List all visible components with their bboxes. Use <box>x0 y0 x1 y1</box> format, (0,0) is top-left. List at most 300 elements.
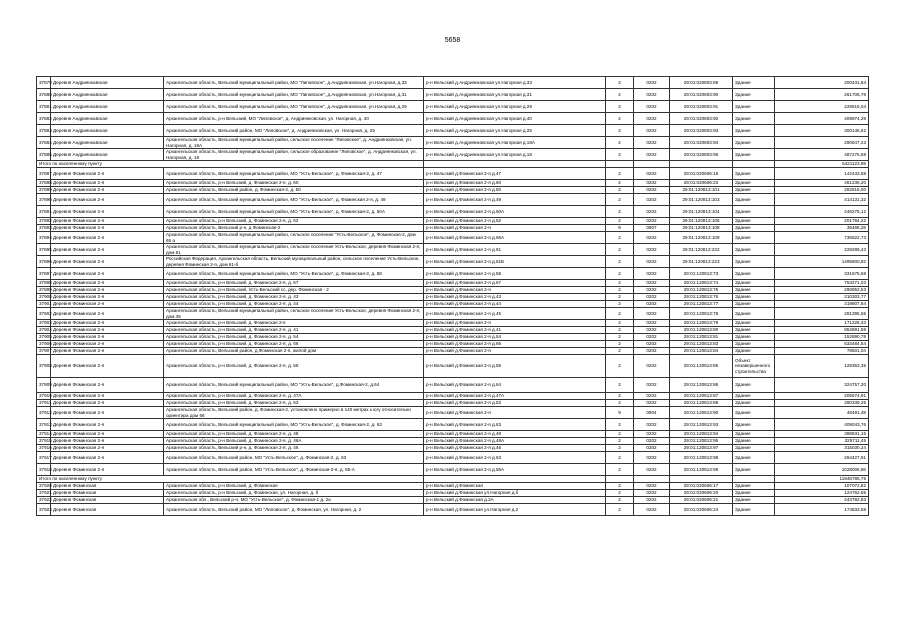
table-row <box>37 225 869 232</box>
full-address: Архангельская область, Вельский муниципальный район, МО "Усть-Вельское", д. Фоминская-2, д. 58 <box>164 268 424 280</box>
code-a: 2 <box>606 355 634 378</box>
short-address: р-н Вельский д.Фоминская ул.Нагорная д.б <box>424 490 606 497</box>
full-address: Архангельская область, Вельский район, МО "Липовское", д. Андриянковская, ул. Нагорная, д. 25 <box>164 125 424 137</box>
settlement-name: Деревня Фоминская 2-я <box>51 355 164 378</box>
object-type: Объект незавершенного строительства <box>733 355 775 378</box>
code-a: 2 <box>606 168 634 180</box>
row-number: 37897 <box>37 268 51 280</box>
row-number: 37906 <box>37 341 51 348</box>
table-row <box>37 327 869 334</box>
code-b: 0202 <box>634 101 670 113</box>
row-number: 37896 <box>37 256 51 268</box>
code-b: 0202 <box>634 218 670 225</box>
row-number: 37895 <box>37 244 51 256</box>
table-row <box>37 244 869 256</box>
code-b: 0202 <box>634 113 670 125</box>
code-b: 0202 <box>634 294 670 301</box>
short-address: р-н Вельский д.Фоминская 2-я д.46 <box>424 445 606 452</box>
object-type: Здание <box>733 101 775 113</box>
code-a: 2 <box>606 504 634 516</box>
row-number: 37920 <box>37 483 51 490</box>
cadastral-number: 29:01:020606:24 <box>670 504 733 516</box>
settlement-name: Деревня Фоминская 2-я <box>51 348 164 355</box>
code-b: 0202 <box>634 483 670 490</box>
table-row <box>37 187 869 194</box>
short-address: р-н Вельский д.Фоминская 2-я д.48 <box>424 431 606 438</box>
settlement-name: Деревня Фоминская <box>51 504 164 516</box>
code-b: 0202 <box>634 244 670 256</box>
row-number: 37898 <box>37 280 51 287</box>
short-address: р-н Вельский д.Андриянковская ул.Нагорная д.29 <box>424 101 606 113</box>
row-number: 37888 <box>37 180 51 187</box>
code-b: 0202 <box>634 355 670 378</box>
code-b: 0202 <box>634 504 670 516</box>
code-a: 2 <box>606 180 634 187</box>
table-row <box>37 180 869 187</box>
settlement-name: Деревня Фоминская 2-я <box>51 445 164 452</box>
cadastral-number: 29:01:120813:87 <box>670 393 733 400</box>
object-type: Здание <box>733 268 775 280</box>
full-address: Архангельская область, р-н Вельский, д. Фоминская 2-я, д. 52 <box>164 218 424 225</box>
short-address: р-н Вельский д.Андриянковская ул.Нагорная д.33 <box>424 77 606 89</box>
cadastral-number: 29:01:120813:98 <box>670 452 733 464</box>
full-address: Архангельская область, Вельский муниципальный район, МО "Липовское", д.Андриянковская, ул.Нагорная, д.33 <box>164 77 424 89</box>
short-address: р-н Вельский д.Фоминская 2-я <box>424 225 606 232</box>
settlement-name: Деревня Фоминская 2-я <box>51 378 164 393</box>
row-number: 37914 <box>37 431 51 438</box>
settlement-name: Деревня Андриянкавская <box>51 77 164 89</box>
full-address: Архангельская область, Вельский муниципальный район, сельское поселение "Липовское", д. Андриянковская, ул. Нагорная, д. 18А <box>164 137 424 149</box>
cadastral-value: 388831,15 <box>775 431 869 438</box>
cadastral-value: 129353,35 <box>775 355 869 378</box>
full-address: Архангельская область, р-н Вельский, Усть-Вельский сс, дер. Фоминская - 2 <box>164 287 424 294</box>
table-row <box>37 419 869 431</box>
cadastral-number: 29:01:120813:99 <box>670 464 733 476</box>
row-number: 37909 <box>37 378 51 393</box>
cadastral-number: 29:01:120813:75 <box>670 287 733 294</box>
row-number: 37879 <box>37 77 51 89</box>
empty-cell <box>670 161 733 168</box>
settlement-name: Деревня Фоминская 2-я <box>51 308 164 320</box>
settlement-name: Деревня Фоминская 2-я <box>51 225 164 232</box>
object-type: Здание <box>733 348 775 355</box>
cadastral-value: 200431,84 <box>775 77 869 89</box>
code-a: 2 <box>606 89 634 101</box>
table-row <box>37 194 869 206</box>
object-type: Здание <box>733 225 775 232</box>
cadastral-number: 29:01:120813:86 <box>670 378 733 393</box>
code-b: 0202 <box>634 341 670 348</box>
full-address: Архангельская область, Вельский район, д.Фоминская 2-я, жилой дом <box>164 348 424 355</box>
row-number: 37916 <box>37 445 51 452</box>
code-a: 2 <box>606 125 634 137</box>
empty-cell <box>670 476 733 483</box>
row-number: 37901 <box>37 301 51 308</box>
code-a: 2 <box>606 194 634 206</box>
table-row <box>37 125 869 137</box>
table-row <box>37 256 869 268</box>
short-address: р-н Вельский д.Фоминская 2-я д.63 <box>424 419 606 431</box>
short-address: р-н Вельский д.Андриянковская ул.Нагорная д.40 <box>424 113 606 125</box>
code-b: 0202 <box>634 137 670 149</box>
cadastral-value: 414131,32 <box>775 194 869 206</box>
short-address: р-н Вельский д.Андриянковская ул.Нагорная д.18А <box>424 137 606 149</box>
cadastral-value: 324757,20 <box>775 378 869 393</box>
cadastral-number: 29:01:120813:81 <box>670 334 733 341</box>
cadastral-number: 29:01:120813:104 <box>670 206 733 218</box>
object-type: Здание <box>733 218 775 225</box>
settlement-name: Деревня Андриянкавская <box>51 89 164 101</box>
short-address: р-н Вельский д.Фоминская 2-я д.65А <box>424 232 606 244</box>
total-label: Итого по населенному пункту <box>37 161 424 168</box>
code-a: 2 <box>606 320 634 327</box>
settlement-name: Деревня Фоминская 2-я <box>51 256 164 268</box>
cadastral-number: 29:01:020606:21 <box>670 497 733 504</box>
code-a: 2 <box>606 218 634 225</box>
cadastral-value: 201784,22 <box>775 218 869 225</box>
table-row <box>37 149 869 161</box>
cadastral-number: 29:01:020803:91 <box>670 101 733 113</box>
object-type: Здание <box>733 232 775 244</box>
short-address: р-н Вельский д.Андриянковская ул.Нагорная д.25 <box>424 125 606 137</box>
short-address: р-н Вельский д.Фоминская 2-я д.47 <box>424 168 606 180</box>
full-address: Архангельская область, р-н Вельский, МО "Липовское", д. Андриянковская, ул. Нагорная, д. 40 <box>164 113 424 125</box>
code-b: 0202 <box>634 168 670 180</box>
object-type: Здание <box>733 490 775 497</box>
settlement-name: Деревня Фоминская 2-я <box>51 438 164 445</box>
code-b: 0202 <box>634 194 670 206</box>
code-b: 0202 <box>634 348 670 355</box>
cadastral-value: 409974,26 <box>775 113 869 125</box>
settlement-name: Деревня Фоминская 2-я <box>51 218 164 225</box>
code-b: 0202 <box>634 490 670 497</box>
full-address: Архангельская область, р-н Вельский, д. Фоминская 2-я, д. 67 <box>164 280 424 287</box>
cadastral-number: 29:01:120813:76 <box>670 294 733 301</box>
code-a: 2 <box>606 294 634 301</box>
full-address: Архангельская область, р-н Вельский, д. Фоминская 2-я, д. 53 <box>164 400 424 407</box>
cadastral-number: 29:01:120813:73 <box>670 268 733 280</box>
cadastral-value: 48491,48 <box>775 407 869 419</box>
object-type: Здание <box>733 393 775 400</box>
settlement-name: Деревня Андриянкавская <box>51 137 164 149</box>
cadastral-value: 290852,53 <box>775 287 869 294</box>
row-number: 37902 <box>37 308 51 320</box>
code-b: 0202 <box>634 180 670 187</box>
settlement-name: Деревня Фоминская 2-я <box>51 419 164 431</box>
empty-cell <box>424 476 606 483</box>
table-row <box>37 504 869 516</box>
table-row <box>37 137 869 149</box>
cadastral-value: 246275,12 <box>775 206 869 218</box>
settlement-name: Деревня Андриянкавская <box>51 113 164 125</box>
table-row <box>37 400 869 407</box>
full-address: Архангельская область, р-н Вельский, д. Фоминская 2-я, д. 47А <box>164 393 424 400</box>
row-number: 37913 <box>37 419 51 431</box>
settlement-name: Деревня Фоминская 2-я <box>51 327 164 334</box>
cadastral-number: 29:01:120813:83 <box>670 341 733 348</box>
cadastral-number: 29:01:020803:89 <box>670 77 733 89</box>
short-address: р-н Вельский д.Фоминская 2-я д.54 <box>424 334 606 341</box>
full-address: Российская Федерация, Архангельская область, Вельский муниципальный район, сельское поселение Усть-Вельское, деревня Фоминская 2-я, дом 61-б <box>164 256 424 268</box>
short-address: р-н Вельский д.Фоминская 2-я д.64 <box>424 378 606 393</box>
full-address: Архангельская область, Вельский муниципальный район, сельское поселение "Усть-Вельское", д. Фоминская-2, дом 65 а <box>164 232 424 244</box>
short-address: р-н Вельский д.Фоминская д.2А <box>424 497 606 504</box>
table-row <box>37 452 869 464</box>
row-number: 37917 <box>37 452 51 464</box>
object-type: Здание <box>733 280 775 287</box>
code-b: 0202 <box>634 445 670 452</box>
object-type: Здание <box>733 431 775 438</box>
row-number: 37883 <box>37 125 51 137</box>
short-address: р-н Вельский д.Фоминская 2-я <box>424 407 606 419</box>
cadastral-value: 319807,84 <box>775 301 869 308</box>
object-type: Здание <box>733 206 775 218</box>
total-row <box>37 161 869 168</box>
object-type: Здание <box>733 77 775 89</box>
cadastral-number: 29:01:120813:84 <box>670 348 733 355</box>
full-address: Архангельская область, Вельский р-н, д Фоминская-2 <box>164 225 424 232</box>
full-address: Архангельская область, Вельский район, д. Фоминская-2, установлено примерно в 140 метрах к югу относительно ориентира дом 66 <box>164 407 424 419</box>
code-a: 9 <box>606 225 634 232</box>
short-address: р-н Вельский д.Фоминская 2-я д.67 <box>424 280 606 287</box>
cadastral-number: 29:01:120813:90 <box>670 407 733 419</box>
full-address: Архангельская область, Вельский муниципальный район, МО "Усть-Вельское", д. Фоминская-2, д. 47 <box>164 168 424 180</box>
short-address: р-н Вельский д.Фоминская 2-я д.53 <box>424 400 606 407</box>
full-address: Архангельская область, р-н Вельский, д. Фоминская 2-я, д. 60 <box>164 180 424 187</box>
row-number: 37911 <box>37 400 51 407</box>
cadastral-number: 29:01:120813:108 <box>670 225 733 232</box>
full-address: Архангельская область, Вельский муниципальный район, МО "Усть-Вельское", д. Фоминская-2, д. 50А <box>164 206 424 218</box>
table-row <box>37 101 869 113</box>
table-row <box>37 341 869 348</box>
cadastral-number: 29:01:120813:94 <box>670 431 733 438</box>
short-address: р-н Вельский д.Фоминская 2-я д.61Б <box>424 256 606 268</box>
code-a: 2 <box>606 280 634 287</box>
total-label: Итого по населенному пункту <box>37 476 424 483</box>
short-address: р-н Вельский д.Фоминская 2-я д.44 <box>424 301 606 308</box>
cadastral-number: 29:01:020803:93 <box>670 125 733 137</box>
full-address: Архангельская область, Вельский район, МО "Усть-Вельское", д. Фоминская-2-я, д. 55-А <box>164 464 424 476</box>
cadastral-number: 29:01:120813:79 <box>670 320 733 327</box>
empty-cell <box>606 476 634 483</box>
short-address: р-н Вельский д.Фоминская 2-я д.43 <box>424 294 606 301</box>
cadastral-number: 29:01:020803:90 <box>670 89 733 101</box>
full-address: Архангельская область, Вельский муниципальный район, МО "Усть-Вельское", д. Фоминская-2, д. 63 <box>164 419 424 431</box>
object-type: Здание <box>733 113 775 125</box>
cadastral-number: 29:01:120813:97 <box>670 445 733 452</box>
code-a: 2 <box>606 393 634 400</box>
row-number: 37905 <box>37 334 51 341</box>
code-a: 2 <box>606 287 634 294</box>
full-address: Архангельская область, Вельский район, МО "Усть-Вельское", д. Фоминская-2, д. 63 <box>164 452 424 464</box>
object-type: Здание <box>733 327 775 334</box>
cadastral-number: 29:01:120813:85 <box>670 355 733 378</box>
row-number: 37918 <box>37 464 51 476</box>
object-type: Здание <box>733 125 775 137</box>
cadastral-value: 290647,23 <box>775 137 869 149</box>
cadastral-number: 29:01:020606:17 <box>670 483 733 490</box>
cadastral-value: 315030,24 <box>775 445 869 452</box>
cadastral-value: 142433,68 <box>775 168 869 180</box>
code-a: 2 <box>606 327 634 334</box>
cadastral-value: 753271,03 <box>775 280 869 287</box>
row-number: 37904 <box>37 327 51 334</box>
code-a: 2 <box>606 244 634 256</box>
row-number: 37923 <box>37 504 51 516</box>
table-row <box>37 206 869 218</box>
object-type: Здание <box>733 452 775 464</box>
row-number: 37889 <box>37 187 51 194</box>
code-a: 2 <box>606 400 634 407</box>
table-row <box>37 483 869 490</box>
object-type: Здание <box>733 419 775 431</box>
short-address: р-н Вельский д.Фоминская 2-я д.61 <box>424 244 606 256</box>
short-address: р-н Вельский д.Фоминская 2-я д.48А <box>424 438 606 445</box>
full-address: Архангельская область, р-н Вельский, д. Фоминская, ул. Нагорная, д. б <box>164 490 424 497</box>
settlement-name: Деревня Фоминская 2-я <box>51 280 164 287</box>
short-address: р-н Вельский д.Фоминская 2-я д.50 <box>424 187 606 194</box>
settlement-name: Деревня Андриянкавская <box>51 101 164 113</box>
code-a: 2 <box>606 445 634 452</box>
full-address: Архангельская область, р-н Вельский, д. Фоминская 2-я, д. 48 <box>164 431 424 438</box>
settlement-name: Деревня Фоминская 2-я <box>51 268 164 280</box>
settlement-name: Деревня Фоминская <box>51 490 164 497</box>
short-address: р-н Вельский д.Андриянковская ул.Нагорная д.31 <box>424 89 606 101</box>
row-number: 37891 <box>37 206 51 218</box>
object-type: Здание <box>733 180 775 187</box>
row-number: 37912 <box>37 407 51 419</box>
code-a: 2 <box>606 341 634 348</box>
object-type: Здание <box>733 341 775 348</box>
code-a: 2 <box>606 334 634 341</box>
cadastral-number: 29:01:120813:101 <box>670 187 733 194</box>
table-row <box>37 320 869 327</box>
object-type: Здание <box>733 89 775 101</box>
code-a: 2 <box>606 268 634 280</box>
object-type: Здание <box>733 320 775 327</box>
full-address: Архангельская область, Вельский муниципальный район, МО "Липовское", д.Андриянковская, ул.Нагорная, д.29 <box>164 101 424 113</box>
code-b: 0202 <box>634 431 670 438</box>
table-row <box>37 301 869 308</box>
code-b: 0202 <box>634 301 670 308</box>
row-number: 37880 <box>37 89 51 101</box>
short-address: р-н Вельский д.Фоминская 2-я д.50А <box>424 206 606 218</box>
cadastral-value: 280339,25 <box>775 400 869 407</box>
short-address: р-н Вельский д.Фоминская 2-я <box>424 320 606 327</box>
settlement-name: Деревня Фоминская <box>51 497 164 504</box>
object-type: Здание <box>733 187 775 194</box>
cadastral-number: 29:01:020606:18 <box>670 168 733 180</box>
code-a: 2 <box>606 206 634 218</box>
table-row <box>37 393 869 400</box>
code-b: 0202 <box>634 77 670 89</box>
table-row <box>37 287 869 294</box>
table-row <box>37 445 869 452</box>
short-address: р-н Вельский д.Андриянковская ул.Нагорная д.18 <box>424 149 606 161</box>
total-value: 5421123,89 <box>775 161 869 168</box>
full-address: Архангельская область, р-н Вельский, д. Фоминская 2-я, д. 41 <box>164 327 424 334</box>
cadastral-number: 29:01:020803:96 <box>670 149 733 161</box>
full-address: Архангельская область, р-н Вельский, д. Фоминская <box>164 483 424 490</box>
cadastral-number: 29:01:120813:222 <box>670 244 733 256</box>
cadastral-number: 29:01:120813:88 <box>670 400 733 407</box>
page-number: 5658 <box>444 37 461 44</box>
code-b: 0202 <box>634 419 670 431</box>
cadastral-number: 29:01:120813:74 <box>670 280 733 287</box>
settlement-name: Деревня Фоминская 2-я <box>51 334 164 341</box>
table-row <box>37 348 869 355</box>
code-b: 0202 <box>634 280 670 287</box>
code-a: 9 <box>606 407 634 419</box>
object-type: Здание <box>733 483 775 490</box>
short-address: р-н Вельский д.Фоминская 2-я д.49 <box>424 194 606 206</box>
short-address: р-н Вельский д.Фоминская 2-я <box>424 348 606 355</box>
cadastral-value: 281395,55 <box>775 308 869 320</box>
cadastral-number: 29:01:120813:93 <box>670 419 733 431</box>
cadastral-value: 300145,62 <box>775 125 869 137</box>
settlement-name: Деревня Фоминская 2-я <box>51 294 164 301</box>
cadastral-value: 228289,43 <box>775 244 869 256</box>
settlement-name: Деревня Фоминская 2-я <box>51 341 164 348</box>
code-a: 2 <box>606 497 634 504</box>
settlement-name: Деревня Фоминская <box>51 483 164 490</box>
cadastral-number: 29:01:120813:223 <box>670 256 733 268</box>
code-a: 2 <box>606 113 634 125</box>
object-type: Здание <box>733 244 775 256</box>
total-value: 11946785,75 <box>775 476 869 483</box>
object-type: Здание <box>733 294 775 301</box>
full-address: Архангельская область, Вельский муниципальный район, сельское поселение Усть-Вельское, деревня Фоминская 2-я, дом 61 <box>164 244 424 256</box>
row-number: 37893 <box>37 225 51 232</box>
cadastral-value: 325711,45 <box>775 438 869 445</box>
settlement-name: Деревня Фоминская 2-я <box>51 232 164 244</box>
table-row <box>37 268 869 280</box>
code-b: 0904 <box>634 407 670 419</box>
settlement-name: Деревня Фоминская 2-я <box>51 168 164 180</box>
code-a: 2 <box>606 490 634 497</box>
code-b: 0202 <box>634 308 670 320</box>
short-address: р-н Вельский д.Фоминская 2-я д.45 <box>424 308 606 320</box>
cadastral-value: 331675,58 <box>775 268 869 280</box>
object-type: Здание <box>733 504 775 516</box>
short-address: р-н Вельский д.Фоминская 2-я д.63 <box>424 452 606 464</box>
code-b: 0202 <box>634 125 670 137</box>
code-a: 2 <box>606 378 634 393</box>
cadastral-value: 35468,28 <box>775 225 869 232</box>
code-b: 0202 <box>634 400 670 407</box>
code-a: 2 <box>606 438 634 445</box>
cadastral-value: 533484,54 <box>775 341 869 348</box>
row-number: 37885 <box>37 149 51 161</box>
row-number: 37892 <box>37 218 51 225</box>
table-row <box>37 464 869 476</box>
cadastral-value: 210303,77 <box>775 294 869 301</box>
cadastral-value: 171226,33 <box>775 320 869 327</box>
code-b: 0202 <box>634 287 670 294</box>
object-type: Здание <box>733 194 775 206</box>
object-type: Здание <box>733 400 775 407</box>
object-type: Здание <box>733 407 775 419</box>
full-address: Архангельская область, р-н Вельский, д. Фоминская 2-я, д. 44 <box>164 301 424 308</box>
cadastral-number: 29:01:120813:106 <box>670 218 733 225</box>
row-number: 37881 <box>37 101 51 113</box>
cadastral-value: 243782,83 <box>775 497 869 504</box>
register-table <box>36 76 869 516</box>
empty-cell <box>634 161 670 168</box>
object-type: Здание <box>733 149 775 161</box>
object-type: Здание <box>733 497 775 504</box>
code-b: 0202 <box>634 438 670 445</box>
